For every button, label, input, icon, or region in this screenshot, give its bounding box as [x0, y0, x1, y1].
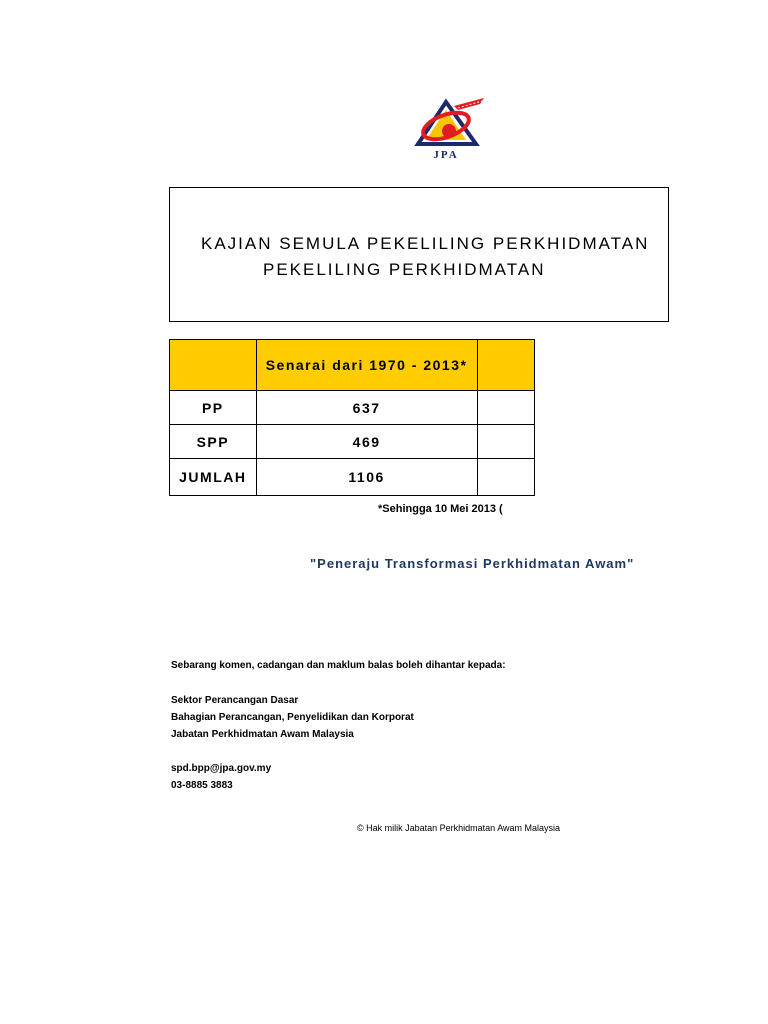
- contact-email[interactable]: spd.bpp@jpa.gov.my: [171, 763, 272, 774]
- copyright: © Hak milik Jabatan Perkhidmatan Awam Malaysia: [357, 823, 561, 833]
- row-extra-pp: [477, 391, 534, 425]
- contact-department: Jabatan Perkhidmatan Awam Malaysia: [171, 729, 354, 740]
- table-row: [170, 425, 535, 459]
- contact-division: Bahagian Perancangan, Penyelidikan dan Korporat: [171, 712, 414, 723]
- title-line-1: KAJIAN SEMULA PEKELILING PERKHIDMATAN: [201, 234, 650, 253]
- row-label-spp: SPP: [170, 425, 257, 459]
- title-line-2: PEKELILING PERKHIDMATAN: [263, 260, 546, 279]
- contact-sector: Sektor Perancangan Dasar: [171, 695, 299, 706]
- total-extra: [477, 459, 534, 496]
- motto: "Peneraju Transformasi Perkhidmatan Awam": [310, 556, 635, 571]
- jpa-logo: [414, 94, 488, 162]
- header-period-cell: Senarai dari 1970 - 2013*: [256, 340, 477, 391]
- title-box: [169, 187, 669, 322]
- logo-text: JPA: [433, 149, 459, 161]
- row-extra-spp: [477, 425, 534, 459]
- row-label-pp: PP: [170, 391, 257, 425]
- contact-phone: 03-8885 3883: [171, 780, 233, 791]
- table-total-row: [170, 459, 535, 496]
- row-value-spp: 469: [256, 425, 477, 459]
- header-blank-cell: [170, 340, 257, 391]
- total-value: 1106: [256, 459, 477, 496]
- logo-dot: [442, 124, 456, 138]
- row-value-pp: 637: [256, 391, 477, 425]
- total-label: JUMLAH: [170, 459, 257, 496]
- header-extra-cell: [477, 340, 534, 391]
- circular-count-table: [169, 339, 535, 496]
- table-header-row: [170, 340, 535, 391]
- table-row: [170, 391, 535, 425]
- contact-intro: Sebarang komen, cadangan dan maklum balas boleh dihantar kepada:: [171, 660, 506, 671]
- footnote: *Sehingga 10 Mei 2013 (: [378, 503, 503, 515]
